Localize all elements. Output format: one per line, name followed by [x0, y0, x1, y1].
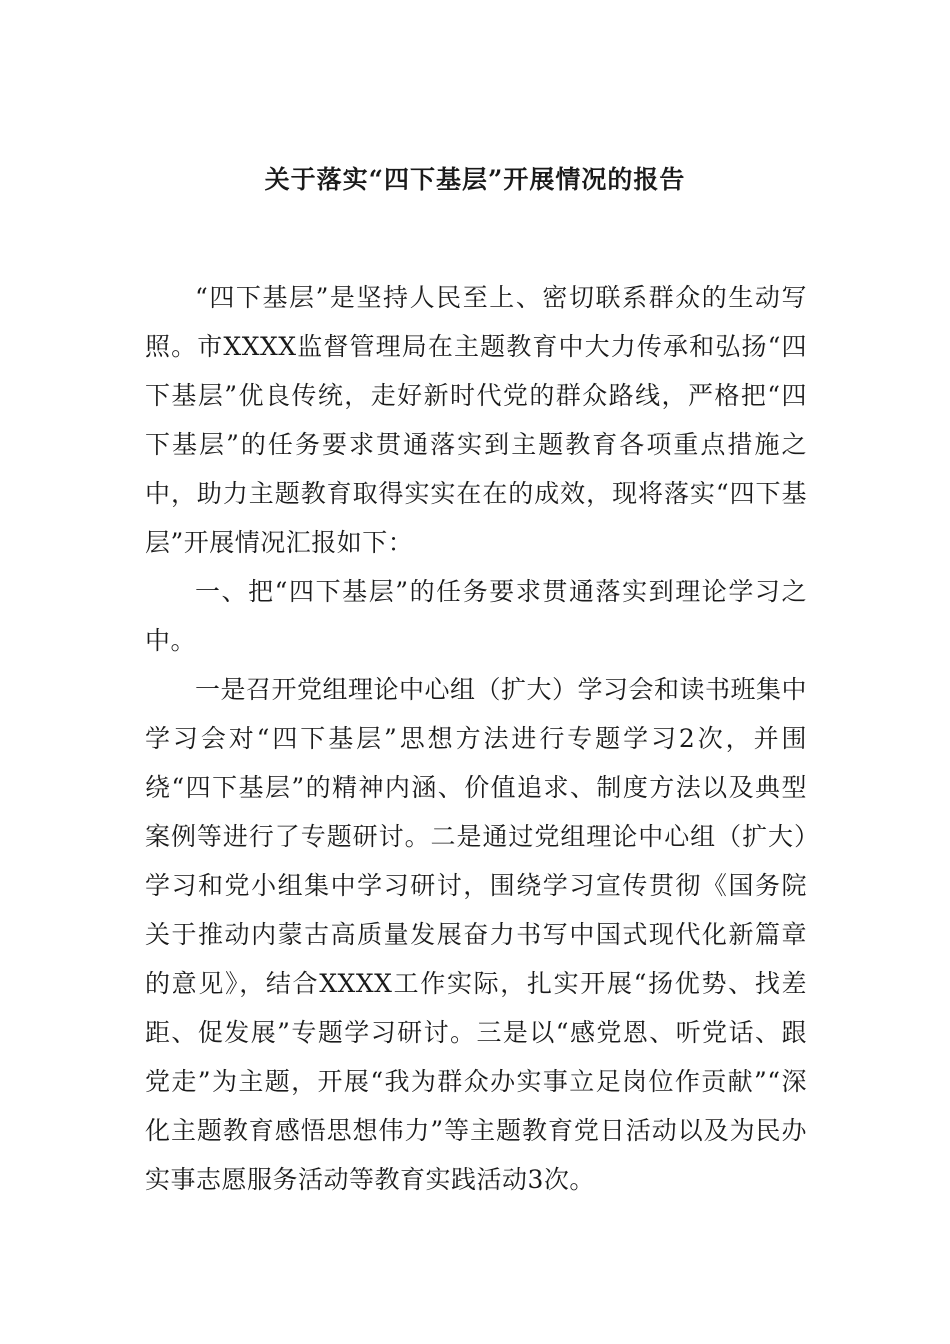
paragraph-intro: “四下基层”是坚持人民至上、密切联系群众的生动写照。市XXXX监督管理局在主题教育中大力传承和弘扬“四下基层”优良传统，走好新时代党的群众路线，严格把“四下基层”的任务要求贯通落实到主题教育各项重点措施之中，助力主题教育取得实实在在的成效，现将落实“四下基层”开展情况汇报如下： [145, 283, 807, 557]
section-heading-1: 一、把“四下基层”的任务要求贯通落实到理论学习之中。 [145, 577, 807, 655]
document-body [145, 273, 807, 1204]
paragraph-section-1: 一是召开党组理论中心组（扩大）学习会和读书班集中学习会对“四下基层”思想方法进行专题学习2次，并围绕“四下基层”的精神内涵、价值追求、制度方法以及典型案例等进行了专题研讨。二是通过党组理论中心组（扩大）学习和党小组集中学习研讨，围绕学习宣传贯彻《国务院关于推动内蒙古高质量发展奋力书写中国式现代化新篇章的意见》，结合XXXX工作实际，扎实开展“扬优势、找差距、促发展”专题学习研讨。三是以“感党恩、听党话、跟党走”为主题，开展“我为群众办实事立足岗位作贡献”“深化主题教育感悟思想伟力”等主题教育党日活动以及为民办实事志愿服务活动等教育实践活动3次。 [145, 675, 808, 1194]
document-title: 关于落实“四下基层”开展情况的报告 [264, 165, 686, 194]
